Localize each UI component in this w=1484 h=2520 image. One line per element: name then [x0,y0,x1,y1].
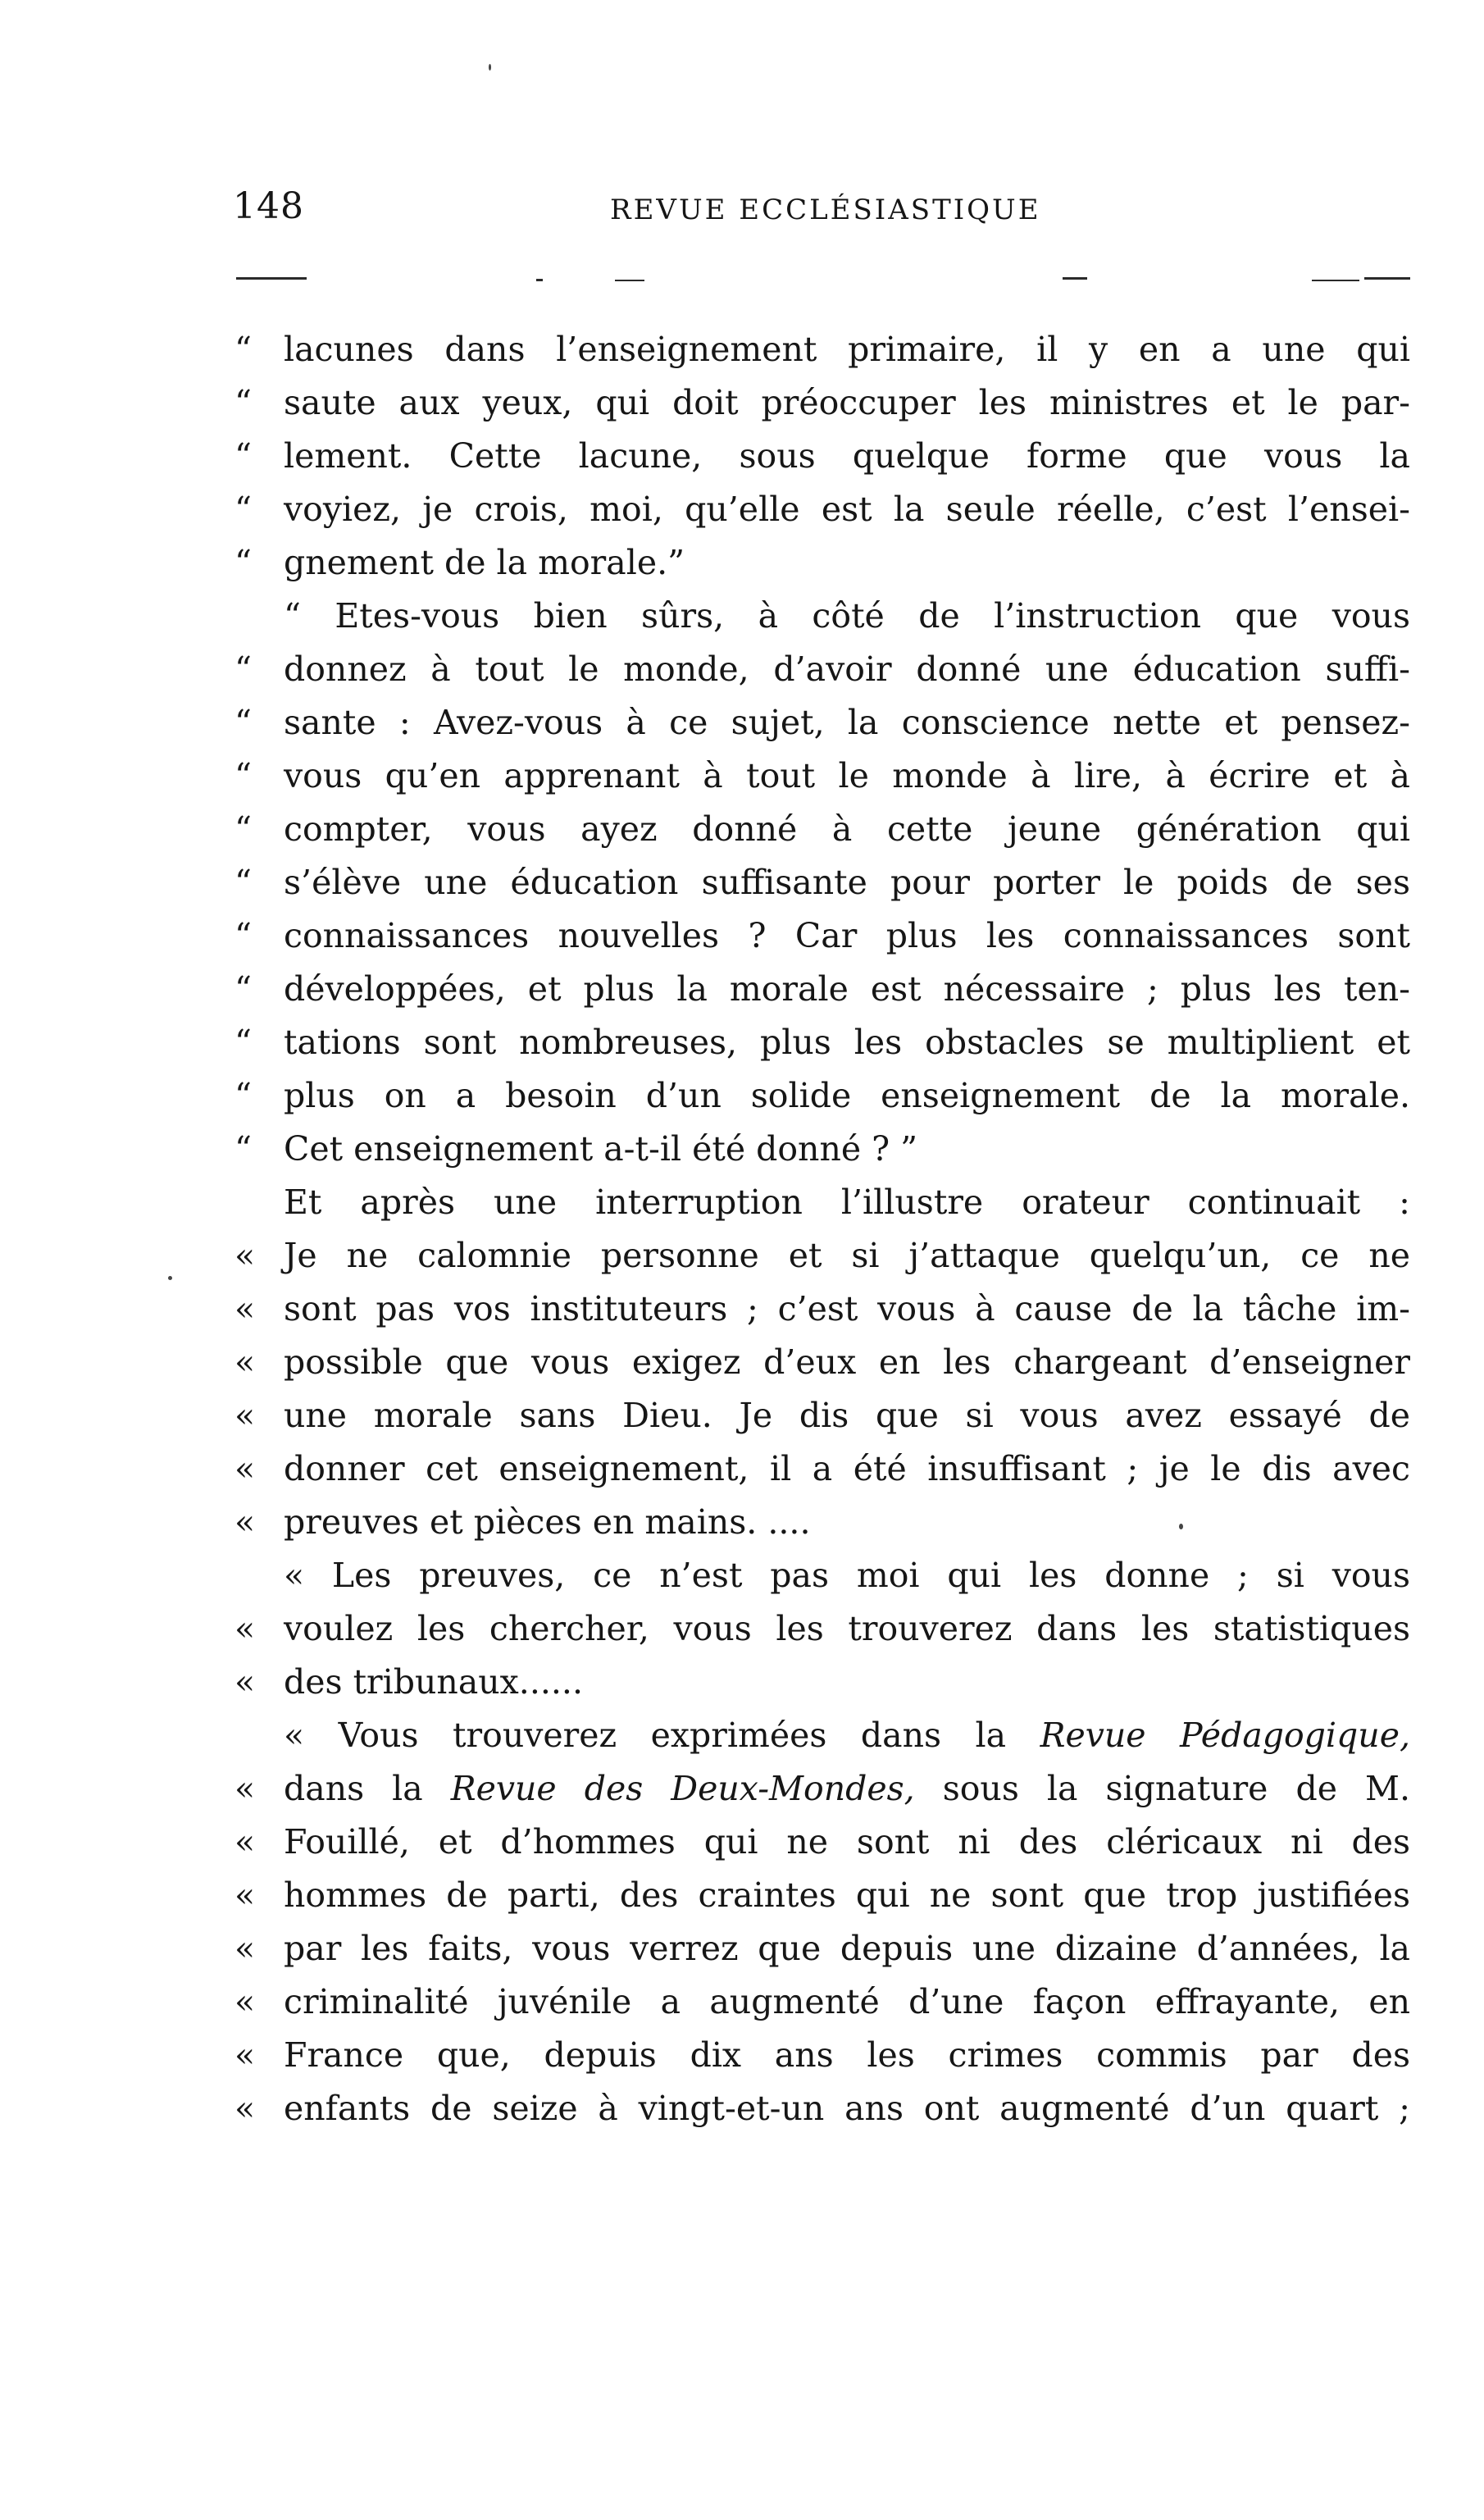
text-line [234,803,1410,856]
text-line [234,1336,1410,1389]
text-line [234,1762,1410,1816]
quote-mark: « [234,1822,256,1862]
quote-mark: “ [234,756,252,795]
quote-mark: « [234,1982,256,2021]
line-text: connaissances nouvelles ? Car plus les connaissances sont [284,916,1410,955]
print-speck [168,1276,172,1280]
line-text: lement. Cette lacune, sous quelque forme que vous la [284,436,1410,476]
journal-title: Revue des Deux-Mondes, [450,1769,915,1808]
line-text: voyiez, je crois, moi, qu’elle est la seule réelle, c’est l’ensei- [284,490,1410,529]
text-line [234,1123,1410,1176]
line-text: vous qu’en apprenant à tout le monde à lire, à écrire et à [284,756,1410,795]
line-text: « Les preuves, ce n’est pas moi qui les donne ; si vous [284,1556,1410,1595]
page-header [233,185,1410,235]
line-text: Fouillé, et d’hommes qui ne sont ni des cléricaux ni des [284,1822,1410,1862]
quote-mark: « [234,1929,256,1968]
text-line [234,643,1410,696]
line-text: Et après une interruption l’illustre orateur continuait : [284,1183,1410,1222]
quote-mark: “ [234,809,252,849]
quote-mark: “ [234,436,252,476]
line-text: criminalité juvénile a augmenté d’une façon effrayante, en [284,1982,1410,2021]
text-line [234,376,1410,430]
running-title: REVUE ECCLÉSIASTIQUE [610,194,1041,226]
line-text: France que, depuis dix ans les crimes commis par des [284,2035,1410,2075]
quote-mark: “ [234,543,252,582]
line-text: sante : Avez-vous à ce sujet, la conscience nette et pensez- [284,703,1410,742]
line-text: une morale sans Dieu. Je dis que si vous avez essayé de [284,1396,1410,1435]
text-line [234,1975,1410,2029]
text-line [234,696,1410,750]
text-line [234,1816,1410,1869]
line-text: preuves et pièces en mains. .... [284,1502,811,1542]
quote-mark: « [234,1342,256,1382]
quote-mark: « [234,1502,256,1542]
quote-mark: “ [234,1023,252,1062]
line-text: Cet enseignement a-t-il été donné ? ” [284,1129,918,1169]
line-text: des tribunaux...... [284,1662,583,1702]
quote-mark: “ [234,1076,252,1115]
line-text: lacunes dans l’enseignement primaire, il y en a une qui [284,330,1410,369]
text-line [234,1496,1410,1549]
quote-mark: « [234,1396,256,1435]
quote-mark: “ [234,383,252,422]
line-text: plus on a besoin d’un solide enseignement de la morale. [284,1076,1410,1115]
text-line [234,536,1410,590]
line-text: tations sont nombreuses, plus les obstacles se multiplient et [284,1023,1410,1062]
quote-mark: “ [234,649,252,689]
text-line [234,1283,1410,1336]
quote-mark: « [234,1609,256,1648]
text-line [234,2082,1410,2135]
quote-mark: “ [234,969,252,1009]
header-rule-segment [1364,277,1410,280]
line-text: hommes de parti, des craintes qui ne sont que trop justifiées [284,1875,1410,1915]
text-line [234,1069,1410,1123]
text-line [234,1549,1410,1602]
quote-mark: “ [234,330,252,369]
text-line [234,1709,1410,1762]
text-line [234,1602,1410,1656]
line-text [284,1762,1410,1816]
text-line [234,430,1410,483]
text-line [234,1656,1410,1709]
line-text [284,1709,1410,1762]
line-text-part: sous la signature de M. [914,1769,1410,1808]
quote-mark: “ [234,863,252,902]
text-line [234,963,1410,1016]
text-line [234,856,1410,909]
quote-mark: “ [234,916,252,955]
line-text: sont pas vos instituteurs ; c’est vous à cause de la tâche im- [284,1289,1410,1328]
journal-title: Revue Pédagogique, [1040,1716,1410,1755]
header-rule-segment [1063,277,1087,280]
line-text: compter, vous ayez donné à cette jeune génération qui [284,809,1410,849]
text-line [234,1922,1410,1975]
quote-mark: « [234,1662,256,1702]
line-text: donner cet enseignement, il a été insuffisant ; je le dis avec [284,1449,1410,1488]
text-line [234,2029,1410,2082]
line-text: saute aux yeux, qui doit préoccuper les ministres et le par- [284,383,1410,422]
text-line [234,590,1410,643]
line-text: possible que vous exigez d’eux en les chargeant d’enseigner [284,1342,1410,1382]
body-text [234,323,1410,2135]
text-line [234,909,1410,963]
text-line [234,1442,1410,1496]
quote-mark: “ [234,1129,252,1169]
text-line [234,1176,1410,1229]
header-rule-segment [536,279,543,281]
line-text: s’élève une éducation suffisante pour porter le poids de ses [284,863,1410,902]
line-text-part: « Vous trouverez exprimées dans la [284,1716,1040,1755]
header-rule-segment [615,280,644,281]
text-line [234,750,1410,803]
print-speck [489,64,491,71]
text-line [234,483,1410,536]
text-line [234,1389,1410,1442]
quote-mark: « [234,1236,256,1275]
line-text-part: dans la [284,1769,451,1808]
line-text: voulez les chercher, vous les trouverez dans les statistiques [284,1609,1410,1648]
line-text: donnez à tout le monde, d’avoir donné une éducation suffi- [284,649,1410,689]
header-rule-segment [1312,280,1359,281]
line-text: par les faits, vous verrez que depuis une dizaine d’années, la [284,1929,1410,1968]
quote-mark: « [234,1875,256,1915]
quote-mark: « [234,1449,256,1488]
text-line [234,1869,1410,1922]
quote-mark: « [234,1769,256,1808]
line-text: “ Etes-vous bien sûrs, à côté de l’instruction que vous [284,596,1410,636]
quote-mark: “ [234,490,252,529]
text-line [234,323,1410,376]
quote-mark: “ [234,703,252,742]
page-number: 148 [233,185,304,227]
line-text: Je ne calomnie personne et si j’attaque quelqu’un, ce ne [284,1236,1410,1275]
quote-mark: « [234,2035,256,2075]
text-line [234,1229,1410,1283]
header-rule-segment [236,277,307,280]
quote-mark: « [234,1289,256,1328]
text-line [234,1016,1410,1069]
line-text: développées, et plus la morale est nécessaire ; plus les ten- [284,969,1410,1009]
line-text: gnement de la morale.” [284,543,685,582]
line-text: enfants de seize à vingt-et-un ans ont augmenté d’un quart ; [284,2089,1410,2128]
quote-mark: « [234,2089,256,2128]
